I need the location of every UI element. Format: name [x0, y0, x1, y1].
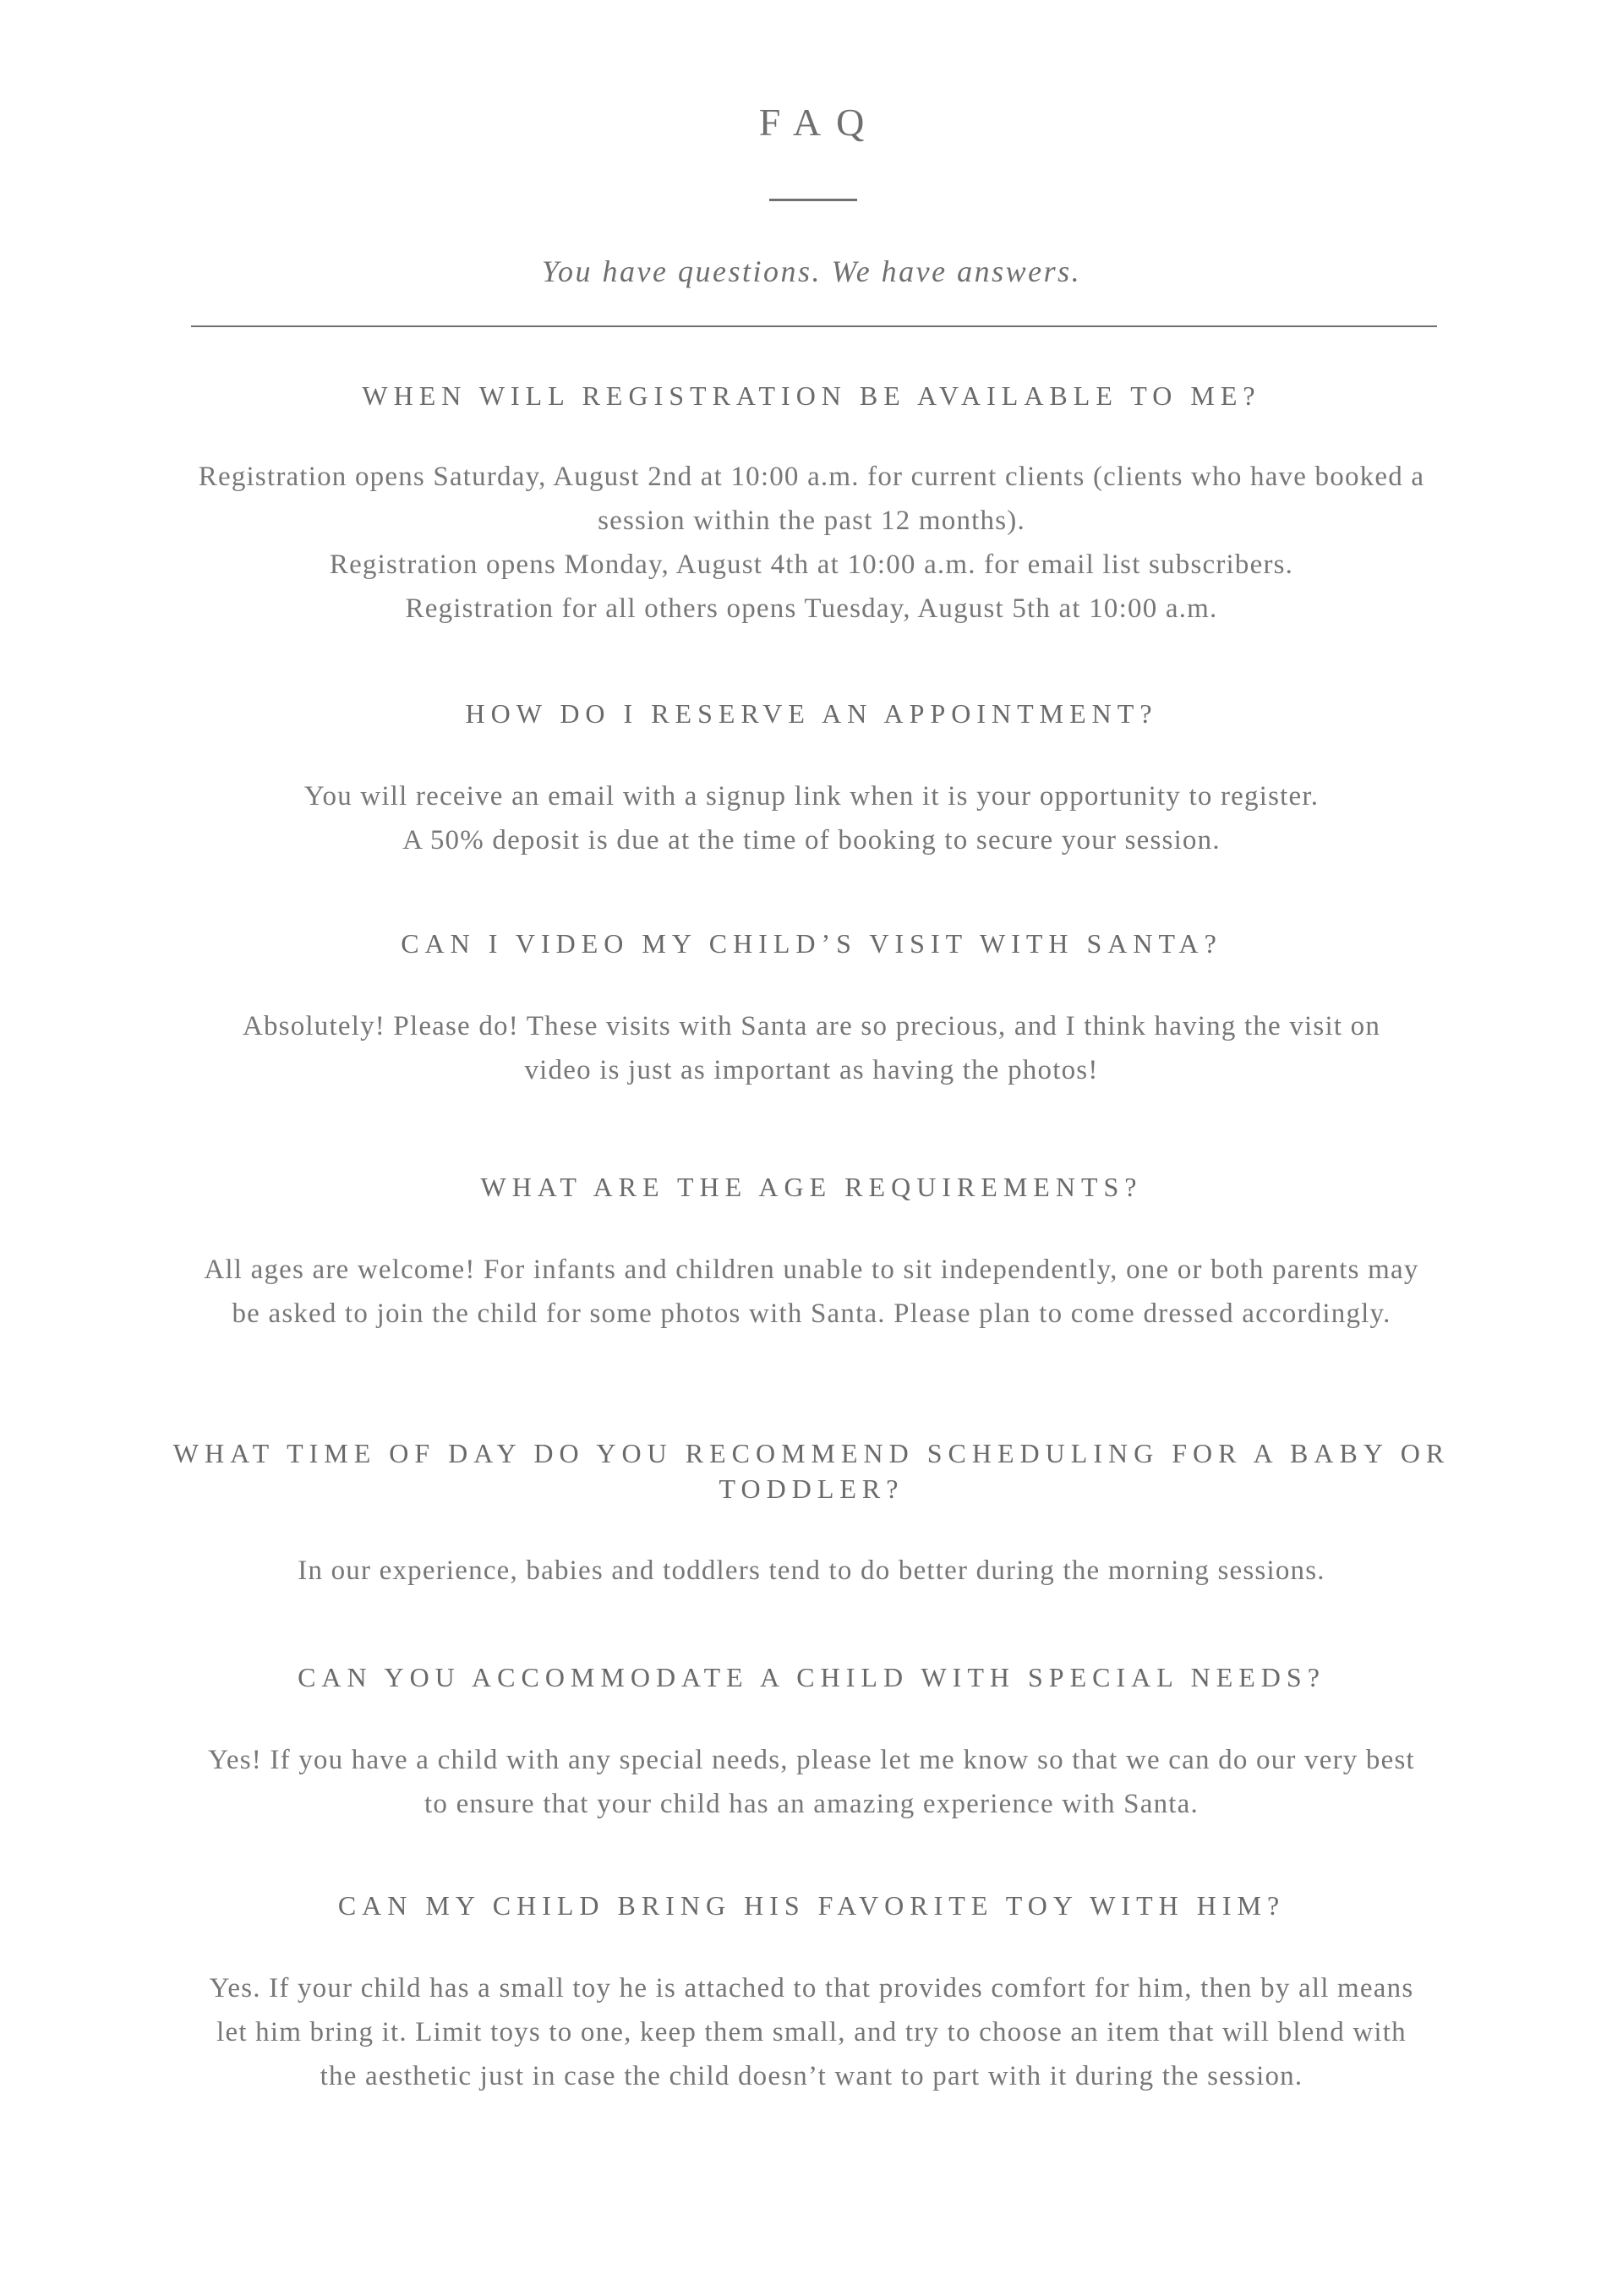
faq-answer: [194, 1966, 1429, 2098]
faq-question: WHAT TIME OF DAY DO YOU RECOMMEND SCHEDULING FOR A BABY OR TODDLER?: [172, 1438, 1451, 1504]
page-subtitle: You have questions. We have answers.: [541, 254, 1082, 288]
faq-answer-line: Registration opens Saturday, August 2nd at 10:00 a.m. for current clients (clients who have booked a session within the past 12 months).: [198, 462, 1425, 536]
faq-answer: [161, 455, 1462, 631]
title-divider: [769, 199, 857, 201]
faq-item-favorite-toy: [194, 1883, 1429, 2098]
faq-question: CAN MY CHILD BRING HIS FAVORITE TOY WITH HIM?: [337, 1890, 1286, 1921]
faq-item-video: [220, 921, 1403, 1092]
faq-question: HOW DO I RESERVE AN APPOINTMENT?: [465, 698, 1158, 729]
faq-answer-line: Absolutely! Please do! These visits with Santa are so precious, and I think having the visit on video is just as important as having the photos!: [242, 1011, 1381, 1085]
faq-answer-line: In our experience, babies and toddlers tend to do better during the morning sessions.: [298, 1555, 1325, 1586]
section-divider: [191, 325, 1437, 327]
faq-answer-line: Yes! If you have a child with any special needs, please let me know so that we can do our very best to ensure that your child has an amazing experience with Santa.: [208, 1745, 1415, 1819]
faq-answer-line: Registration for all others opens Tuesday, August 5th at 10:00 a.m.: [405, 593, 1218, 624]
faq-answer-line: Registration opens Monday, August 4th at 10:00 a.m. for email list subscribers.: [329, 549, 1294, 580]
page-title: FAQ: [758, 101, 880, 144]
faq-item-special-needs: [194, 1655, 1429, 1826]
faq-question: WHEN WILL REGISTRATION BE AVAILABLE TO ME?: [362, 380, 1261, 411]
faq-answer-line: You will receive an email with a signup link when it is your opportunity to register.: [303, 781, 1320, 812]
faq-answer-line: All ages are welcome! For infants and children unable to sit independently, one or both parents may be asked to join the child for some photos with Santa. Please plan to come dressed accordingly.: [204, 1255, 1419, 1329]
faq-item-reserve: [161, 692, 1462, 862]
faq-answer-line: Yes. If your child has a small toy he is attached to that provides comfort for him, then by all means let him bring it. Limit toys to one, keep them small, and try to choose an item that will blend with the aesthetic just in case the child doesn’t want to part with it during the session.: [209, 1973, 1414, 2091]
faq-item-age: [203, 1165, 1420, 1336]
faq-question: WHAT ARE THE AGE REQUIREMENTS?: [480, 1172, 1143, 1202]
faq-answer: [144, 1549, 1479, 1593]
faq-item-registration: [161, 374, 1462, 631]
faq-answer: [194, 1738, 1429, 1826]
faq-question: CAN I VIDEO MY CHILD’S VISIT WITH SANTA?: [401, 928, 1222, 959]
faq-answer: [203, 1248, 1420, 1336]
faq-question: CAN YOU ACCOMMODATE A CHILD WITH SPECIAL NEEDS?: [298, 1662, 1325, 1692]
faq-answer: [161, 774, 1462, 862]
faq-answer: [220, 1004, 1403, 1092]
faq-item-time-of-day: [144, 1435, 1479, 1593]
faq-answer-line: A 50% deposit is due at the time of booking to secure your session.: [402, 825, 1221, 856]
